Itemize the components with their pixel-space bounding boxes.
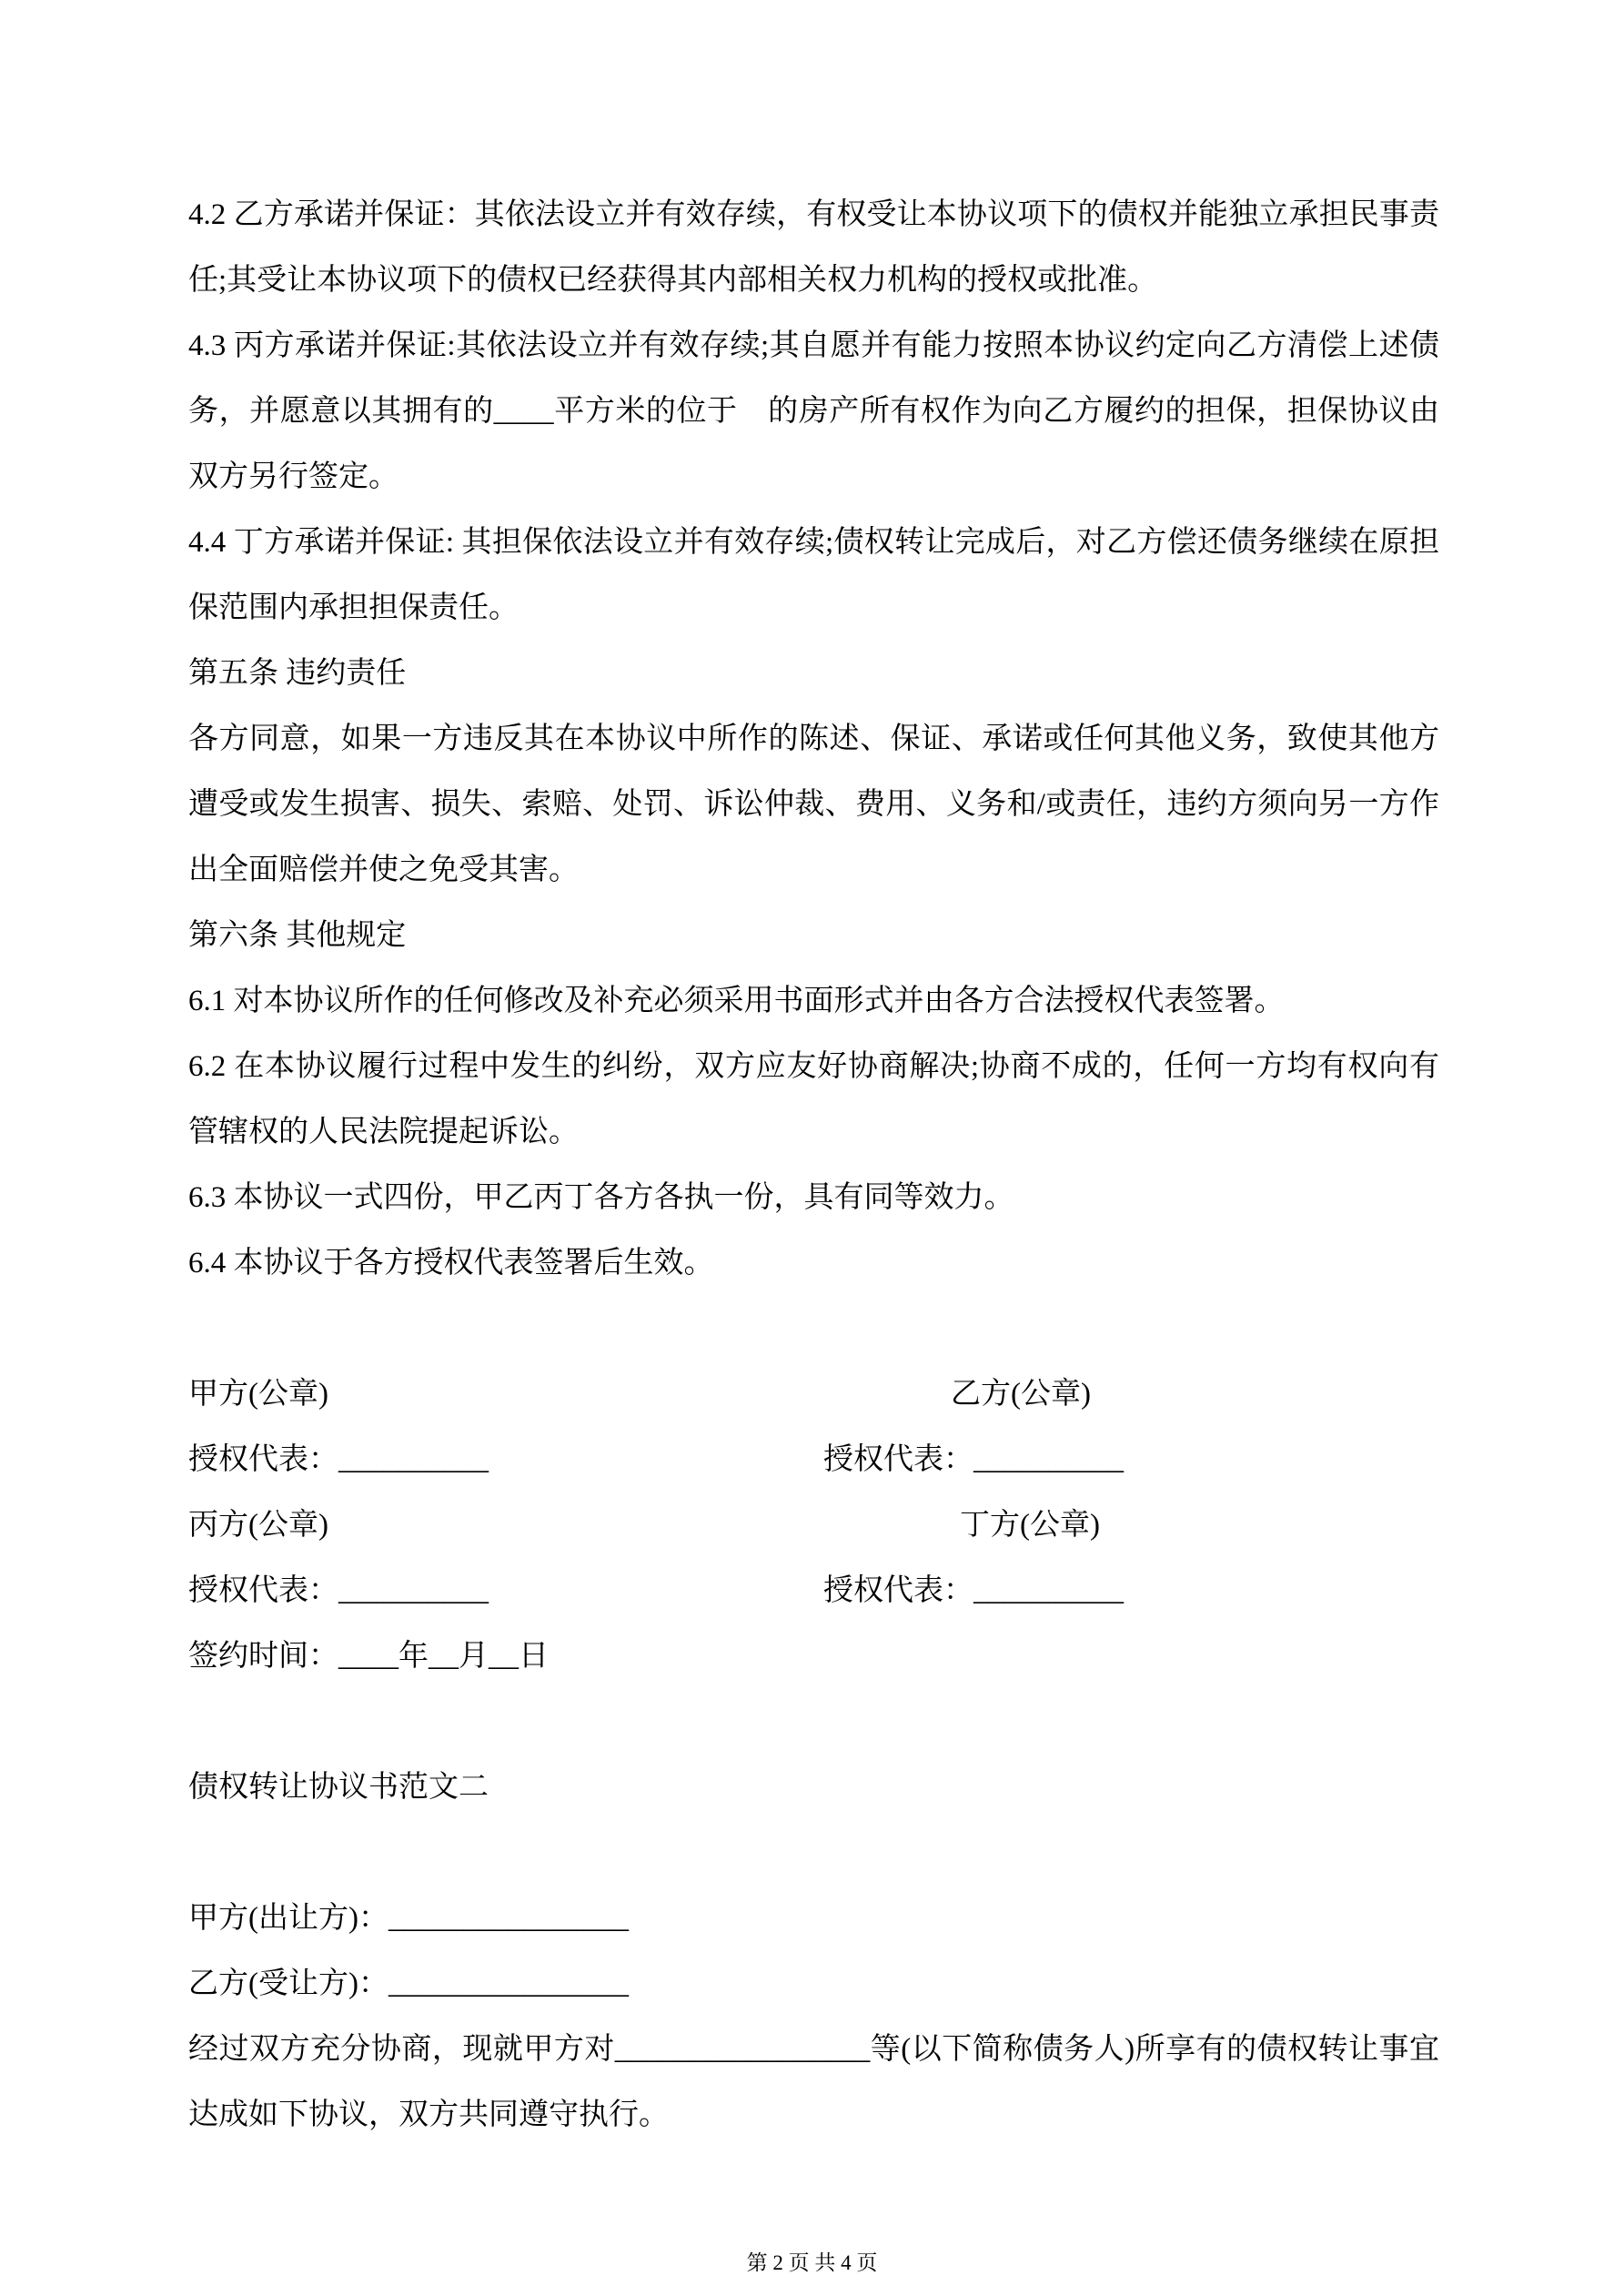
party-b-representative-line: 授权代表：__________ [823, 1443, 1124, 1476]
signature-row-reps-ab [188, 1427, 1439, 1492]
signature-row-reps-cd [188, 1558, 1439, 1623]
sample-2-title: 债权转让协议书范文二 [188, 1771, 489, 1804]
signature-row-seals-cd [188, 1492, 1439, 1558]
sign-date-line: 签约时间：____年__月__日 [188, 1640, 549, 1673]
clause-6-1: 6.1 对本协议所作的任何修改及补充必须采用书面形式并由各方合法授权代表签署。 [188, 985, 1285, 1017]
party-b-seal-label: 乙方(公章) [951, 1378, 1091, 1411]
blank-line [188, 1689, 1439, 1755]
blank-line [188, 1296, 1439, 1361]
sample-2-party-a-line: 甲方(出让方)：________________ [188, 1902, 629, 1935]
article-5-body: 各方同意，如果一方违反其在本协议中所作的陈述、保证、承诺或任何其他义务，致使其他方遭受或发生损害、损失、索赔、处罚、诉讼仲裁、费用、义务和/或责任，违约方须向另一方作出全面赔偿并使之免受其害。 [188, 723, 1439, 886]
clause-4-3: 4.3 丙方承诺并保证:其依法设立并有效存续;其自愿并有能力按照本协议约定向乙方清偿上述债务，并愿意以其拥有的____平方米的位于 的房产所有权作为向乙方履约的担保，担保协议由双方另行签定。 [188, 329, 1439, 493]
sample-2-party-b-line: 乙方(受让方)：________________ [188, 1967, 629, 2000]
clause-4-4: 4.4 丁方承诺并保证: 其担保依法设立并有效存续;债权转让完成后，对乙方偿还债务继续在原担保范围内承担担保责任。 [188, 526, 1439, 624]
document-content [188, 182, 1439, 2148]
page-number-footer: 第 2 页 共 4 页 [746, 2251, 878, 2274]
clause-4-2: 4.2 乙方承诺并保证：其依法设立并有效存续，有权受让本协议项下的债权并能独立承担民事责任;其受让本协议项下的债权已经获得其内部相关权力机构的授权或批准。 [188, 198, 1439, 297]
party-c-representative-line: 授权代表：__________ [188, 1574, 489, 1607]
party-d-seal-label: 丁方(公章) [960, 1509, 1100, 1542]
clause-6-2: 6.2 在本协议履行过程中发生的纠纷，双方应友好协商解决;协商不成的，任何一方均有权向有管辖权的人民法院提起诉讼。 [188, 1050, 1439, 1148]
party-d-representative-line: 授权代表：__________ [823, 1574, 1124, 1607]
article-5-heading: 第五条 违约责任 [188, 657, 407, 690]
party-a-seal-label: 甲方(公章) [188, 1378, 328, 1411]
party-c-seal-label: 丙方(公章) [188, 1509, 328, 1542]
sample-2-intro: 经过双方充分协商，现就甲方对_________________等(以下简称债务人)所享有的债权转让事宜达成如下协议，双方共同遵守执行。 [188, 2033, 1439, 2131]
party-a-representative-line: 授权代表：__________ [188, 1443, 489, 1476]
signature-row-seals-ab [188, 1361, 1439, 1427]
blank-line [188, 1820, 1439, 1886]
clause-6-4: 6.4 本协议于各方授权代表签署后生效。 [188, 1247, 714, 1279]
article-6-heading: 第六条 其他规定 [188, 919, 407, 952]
signature-date-row [188, 1623, 1439, 1689]
clause-6-3: 6.3 本协议一式四份，甲乙丙丁各方各执一份，具有同等效力。 [188, 1181, 1014, 1214]
